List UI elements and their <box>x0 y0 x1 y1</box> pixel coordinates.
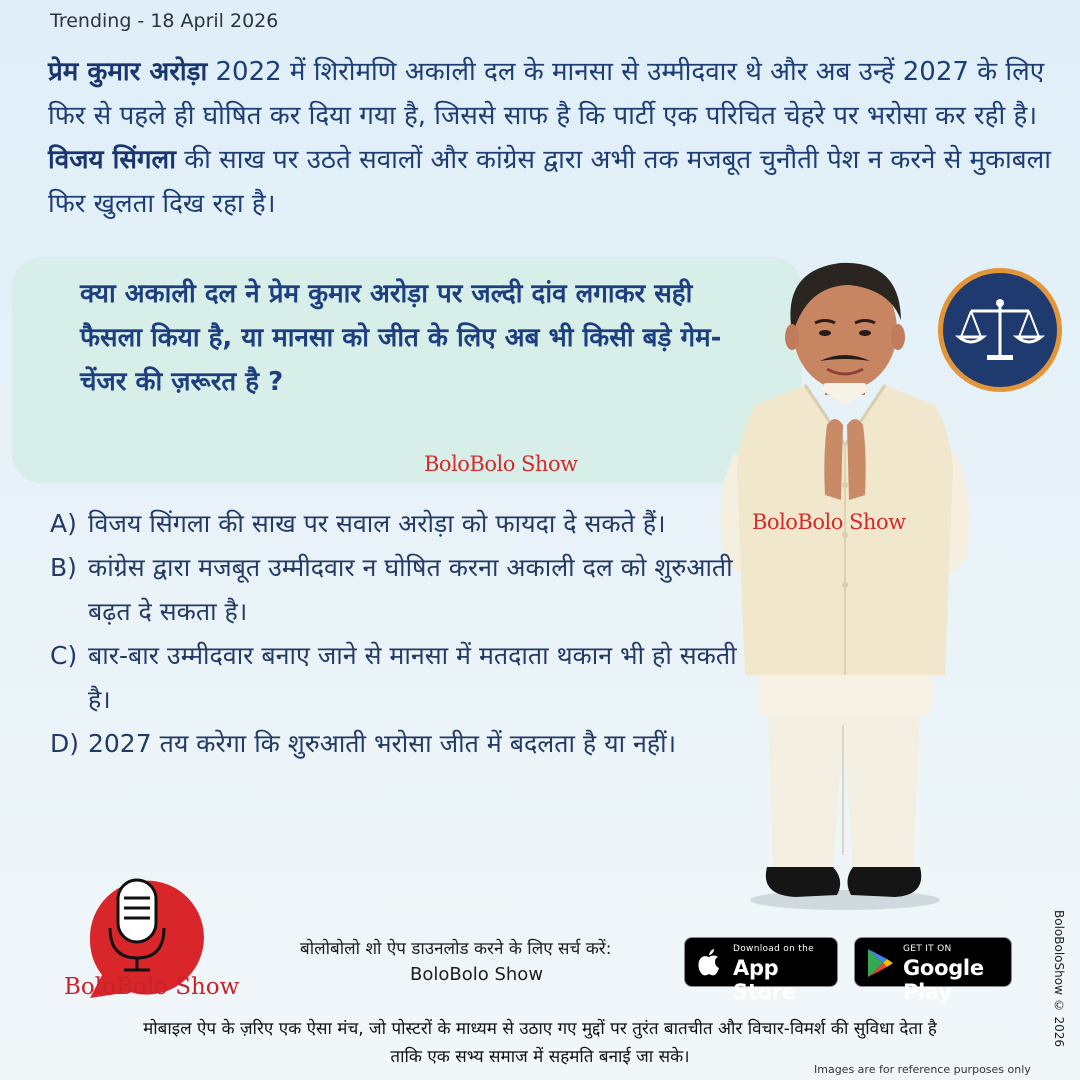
option-text: बार-बार उम्मीदवार बनाए जाने से मानसा में मतदाता थकान भी हो सकती है। <box>88 641 737 714</box>
footer-line-1: मोबाइल ऐप के ज़रिए एक ऐसा मंच, जो पोस्टरों के माध्यम से उठाए गए मुद्दों पर तुरंत बातचीत और विचार-विमर्श की सुविधा देता है <box>143 1019 937 1039</box>
balance-scale-badge <box>938 268 1062 392</box>
image-watermark: BoloBolo Show <box>752 510 906 534</box>
option-d[interactable] <box>50 722 740 766</box>
option-tag: A) <box>50 509 77 538</box>
footer-line-2: ताकि एक सभ्य समाज में सहमति बनाई जा सके। <box>390 1047 690 1067</box>
brand-name: BoloBolo Show <box>64 974 240 1000</box>
google-play-big-text: Google Play <box>903 956 984 1004</box>
option-text: 2027 तय करेगा कि शुरुआती भरोसा जीत में बदलता है या नहीं। <box>88 729 677 758</box>
candidate-illustration <box>715 255 975 915</box>
option-b[interactable] <box>50 546 740 634</box>
option-tag: B) <box>50 553 77 582</box>
copyright: BoloBoloShow © 2026 <box>1052 910 1066 1048</box>
disclaimer: Images are for reference purposes only <box>814 1063 1031 1076</box>
option-text: विजय सिंगला की साख पर सवाल अरोड़ा को फायदा दे सकते हैं। <box>88 509 666 538</box>
answer-options <box>50 502 740 766</box>
intro-name-singla: विजय सिंगला <box>48 145 176 175</box>
option-tag: D) <box>50 729 80 758</box>
option-text: कांग्रेस द्वारा मजबूत उम्मीदवार न घोषित करना अकाली दल को शुरुआती बढ़त दे सकता है। <box>88 553 733 626</box>
app-store-big-text: App Store <box>733 956 796 1004</box>
intro-paragraph <box>48 50 1058 226</box>
google-play-button[interactable] <box>854 937 1012 1004</box>
google-play-icon <box>865 947 895 979</box>
trending-date: Trending - 18 April 2026 <box>50 10 279 32</box>
intro-name-arora: प्रेम कुमार अरोड़ा <box>48 57 208 87</box>
app-store-button[interactable] <box>684 937 838 1004</box>
google-play-small-text: GET IT ON <box>903 944 952 954</box>
option-c[interactable] <box>50 634 740 722</box>
app-store-small-text: Download on the <box>733 944 814 954</box>
question-text: क्या अकाली दल ने प्रेम कुमार अरोड़ा पर जल्दी दांव लगाकर सही फैसला किया है, या मानसा को जीत के लिए अब भी किसी बड़े गेम-चेंजर की ज़रूरत है ? <box>80 279 722 397</box>
download-app-name: BoloBolo Show <box>410 964 544 985</box>
download-instruction: बोलोबोलो शो ऐप डाउनलोड करने के लिए सर्च करें: <box>300 939 612 959</box>
intro-text-2: की साख पर उठते सवालों और कांग्रेस द्वारा अभी तक मजबूत चुनौती पेश न करने से मुकाबला फिर खुलता दिख रहा है। <box>48 145 1051 219</box>
intro-text-1: 2022 में शिरोमणि अकाली दल के मानसा से उम्मीदवार थे और अब उन्हें 2027 के लिए फिर से पहले ही घोषित कर दिया गया है, जिससे साफ है कि पार्टी एक परिचित चेहरे पर भरोसा कर रही है। <box>48 57 1045 131</box>
option-a[interactable] <box>50 502 740 546</box>
card-watermark: BoloBolo Show <box>424 452 578 476</box>
option-tag: C) <box>50 641 78 670</box>
apple-icon <box>697 948 721 976</box>
balance-scale-icon <box>943 273 1057 387</box>
